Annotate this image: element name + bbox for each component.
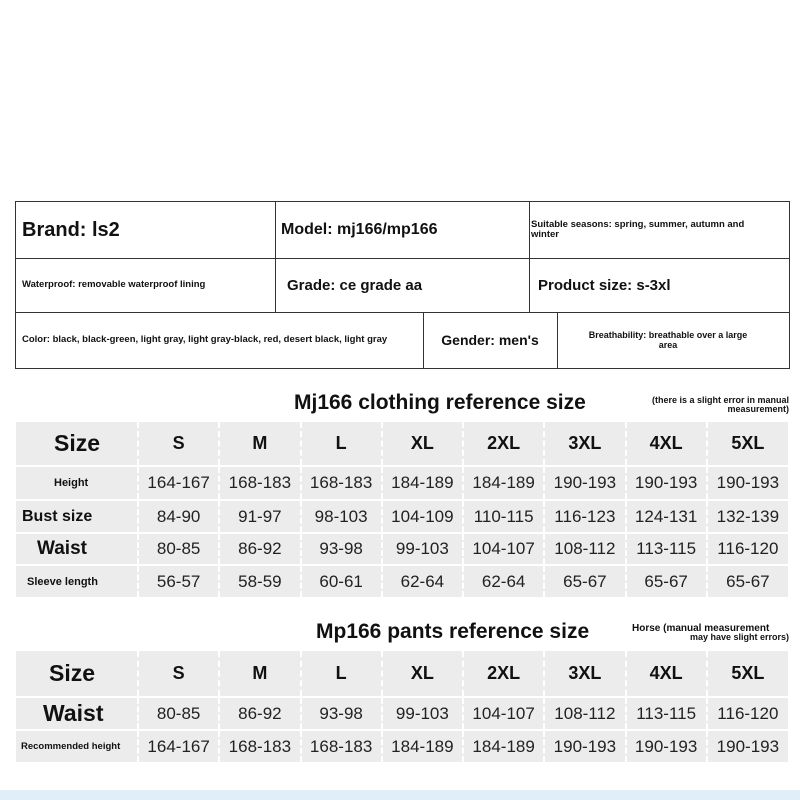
color-cell: Color: black, black-green, light gray, light gray-black, red, desert black, light gray	[22, 334, 388, 345]
size-header: 2XL	[463, 651, 544, 697]
table-cell: 65-67	[726, 571, 770, 591]
row-label: Height	[16, 466, 138, 500]
table-cell: 84-90	[138, 500, 219, 533]
pants-title: Mp166 pants reference size	[316, 620, 590, 643]
table-cell: 56-57	[138, 565, 219, 597]
size-header: S	[138, 651, 219, 697]
row-label: Waist	[16, 533, 138, 565]
size-header: XL	[382, 651, 463, 697]
size-header: 4XL	[626, 651, 707, 697]
table-cell: 104-109	[382, 500, 463, 533]
brand-cell: Brand: ls2	[22, 218, 120, 241]
table-row	[16, 533, 788, 565]
table-cell: 168-183	[219, 730, 300, 762]
table-row	[16, 500, 788, 533]
size-header: XL	[382, 422, 463, 466]
size-header-label: Size	[16, 422, 138, 466]
pants-note	[632, 624, 789, 642]
table-cell: 116-120	[707, 697, 788, 730]
table-row	[16, 697, 788, 730]
size-header: L	[301, 422, 382, 466]
table-cell: 93-98	[301, 533, 382, 565]
table-row	[16, 730, 788, 762]
table-cell: 108-112	[544, 533, 625, 565]
row-label: Waist	[16, 697, 138, 730]
table-cell: 60-61	[301, 565, 382, 597]
table-header-row	[16, 422, 788, 466]
table-cell: 65-67	[544, 565, 625, 597]
table-cell: 190-193	[707, 466, 788, 500]
table-cell: 80-85	[138, 697, 219, 730]
clothing-note: (there is a slight error in manual measurement)	[651, 395, 789, 414]
table-cell: 184-189	[382, 466, 463, 500]
table-cell: 190-193	[626, 730, 707, 762]
size-header: 4XL	[626, 422, 707, 466]
table-header-row	[16, 651, 788, 697]
table-row	[16, 565, 788, 597]
bottom-band	[0, 790, 800, 800]
table-cell: 93-98	[301, 697, 382, 730]
size-header: 3XL	[544, 422, 625, 466]
table-cell: 164-167	[138, 730, 219, 762]
table-cell: 116-120	[707, 533, 788, 565]
table-cell: 62-64	[382, 565, 463, 597]
table-cell: 168-183	[301, 730, 382, 762]
table-cell: 86-92	[219, 533, 300, 565]
row-label: Recommended height	[16, 730, 138, 762]
table-cell: 113-115	[626, 697, 707, 730]
waterproof-cell: Waterproof: removable waterproof lining	[22, 279, 206, 290]
table-cell: 190-193	[544, 730, 625, 762]
table-cell: 113-115	[626, 533, 707, 565]
pants-note-line: Horse (manual measurement	[632, 623, 770, 634]
seasons-cell: Suitable seasons: spring, summer, autumn and winter	[531, 219, 745, 240]
table-cell: 184-189	[463, 730, 544, 762]
pants-size-table	[16, 651, 788, 762]
row-label: Sleeve length	[16, 565, 138, 597]
size-header: M	[219, 422, 300, 466]
table-cell: 99-103	[382, 533, 463, 565]
table-cell: 124-131	[626, 500, 707, 533]
table-cell: 65-67	[626, 565, 707, 597]
pants-note-line: may have slight errors)	[689, 632, 789, 642]
table-row	[16, 466, 788, 500]
table-cell: 62-64	[463, 565, 544, 597]
table-cell: 190-193	[716, 736, 780, 756]
table-cell: 116-123	[544, 500, 625, 533]
table-cell: 86-92	[219, 697, 300, 730]
size-header: 3XL	[544, 651, 625, 697]
table-cell: 184-189	[463, 466, 544, 500]
row-label: Bust size	[16, 500, 138, 533]
size-header: L	[301, 651, 382, 697]
gender-cell: Gender: men's	[441, 332, 539, 348]
table-cell: 190-193	[626, 466, 707, 500]
table-cell: 104-107	[463, 697, 544, 730]
size-header: M	[219, 651, 300, 697]
grade-cell: Grade: ce grade aa	[287, 276, 423, 294]
size-header: 5XL	[707, 422, 788, 466]
table-cell: 58-59	[219, 565, 300, 597]
product-info-table	[15, 201, 790, 369]
table-cell: 168-183	[301, 466, 382, 500]
table-cell: 164-167	[138, 466, 219, 500]
breathability-cell: Breathability: breathable over a large area	[588, 330, 748, 350]
table-cell: 91-97	[219, 500, 300, 533]
clothing-size-table	[16, 422, 788, 597]
clothing-title: Mj166 clothing reference size	[294, 391, 586, 414]
size-header-label: Size	[16, 651, 138, 697]
table-cell: 99-103	[382, 697, 463, 730]
table-cell: 168-183	[219, 466, 300, 500]
table-cell: 190-193	[544, 466, 625, 500]
size-header: S	[138, 422, 219, 466]
size-header: 5XL	[707, 651, 788, 697]
model-cell: Model: mj166/mp166	[281, 221, 438, 238]
table-cell: 104-107	[463, 533, 544, 565]
product-size-cell: Product size: s-3xl	[538, 276, 671, 294]
table-cell: 108-112	[544, 697, 625, 730]
table-cell: 98-103	[301, 500, 382, 533]
table-cell: 80-85	[138, 533, 219, 565]
size-header: 2XL	[463, 422, 544, 466]
table-cell: 132-139	[707, 500, 788, 533]
table-cell: 110-115	[463, 500, 544, 533]
table-cell: 184-189	[382, 730, 463, 762]
